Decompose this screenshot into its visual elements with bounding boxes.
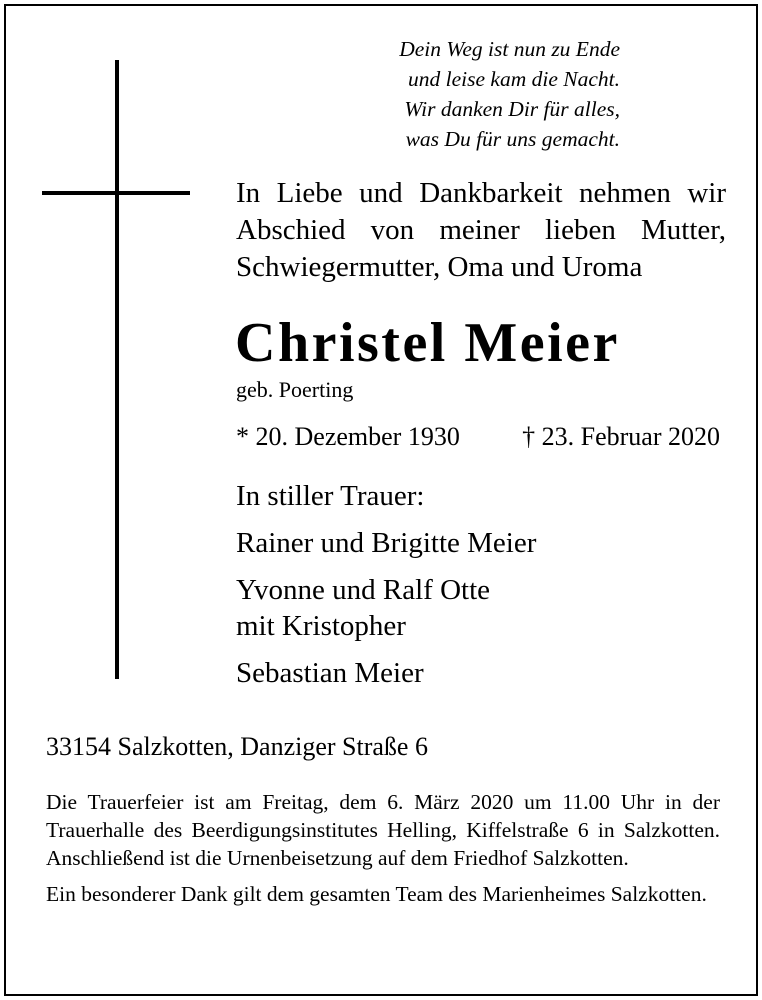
family-address: 33154 Salzkotten, Danziger Straße 6 <box>46 732 428 761</box>
intro-line: Schwiegermutter, Oma und Uroma <box>236 251 643 283</box>
intro-text <box>236 175 726 286</box>
mourners-heading: In stiller Trauer: <box>236 480 425 512</box>
life-dates <box>236 420 720 454</box>
death-date: † 23. Februar 2020 <box>522 422 720 451</box>
thanks-note: Ein besonderer Dank gilt dem gesamten Team des Marienheimes Salzkotten. <box>46 882 707 906</box>
intro-line: In Liebe und Dankbarkeit nehmen wir <box>236 177 726 209</box>
mourner-group <box>236 572 536 644</box>
mourner-line: mit Kristopher <box>236 610 406 642</box>
intro-line: Abschied von meiner lieben Mutter, <box>236 214 726 246</box>
cross-horizontal-bar <box>42 191 190 195</box>
cross-vertical-bar <box>115 60 119 679</box>
mourner-line: Sebastian Meier <box>236 657 424 689</box>
mourner-group <box>236 655 536 691</box>
poem <box>300 34 620 154</box>
mourner-line: Yvonne und Ralf Otte <box>236 574 491 606</box>
deceased-name: Christel Meier <box>235 312 620 374</box>
poem-line: Dein Weg ist nun zu Ende <box>399 37 620 61</box>
mourner-line: Rainer und Brigitte Meier <box>236 527 537 559</box>
service-info <box>46 788 720 908</box>
birth-date: * 20. Dezember 1930 <box>236 422 460 451</box>
funeral-details: Die Trauerfeier ist am Freitag, dem 6. März 2020 um 11.00 Uhr in der Trauerhalle des Beerdigungsinstitutes Helling, Kiffelstraße 6 in Salzkotten. Anschließend ist die Urnenbeisetzung auf dem Friedhof Salzkotten. <box>46 790 720 870</box>
poem-line: und leise kam die Nacht. <box>408 67 620 91</box>
poem-line: was Du für uns gemacht. <box>405 127 620 151</box>
mourner-group <box>236 525 536 561</box>
birth-name: geb. Poerting <box>236 377 354 402</box>
mourners-list <box>236 478 536 691</box>
poem-line: Wir danken Dir für alles, <box>404 97 620 121</box>
